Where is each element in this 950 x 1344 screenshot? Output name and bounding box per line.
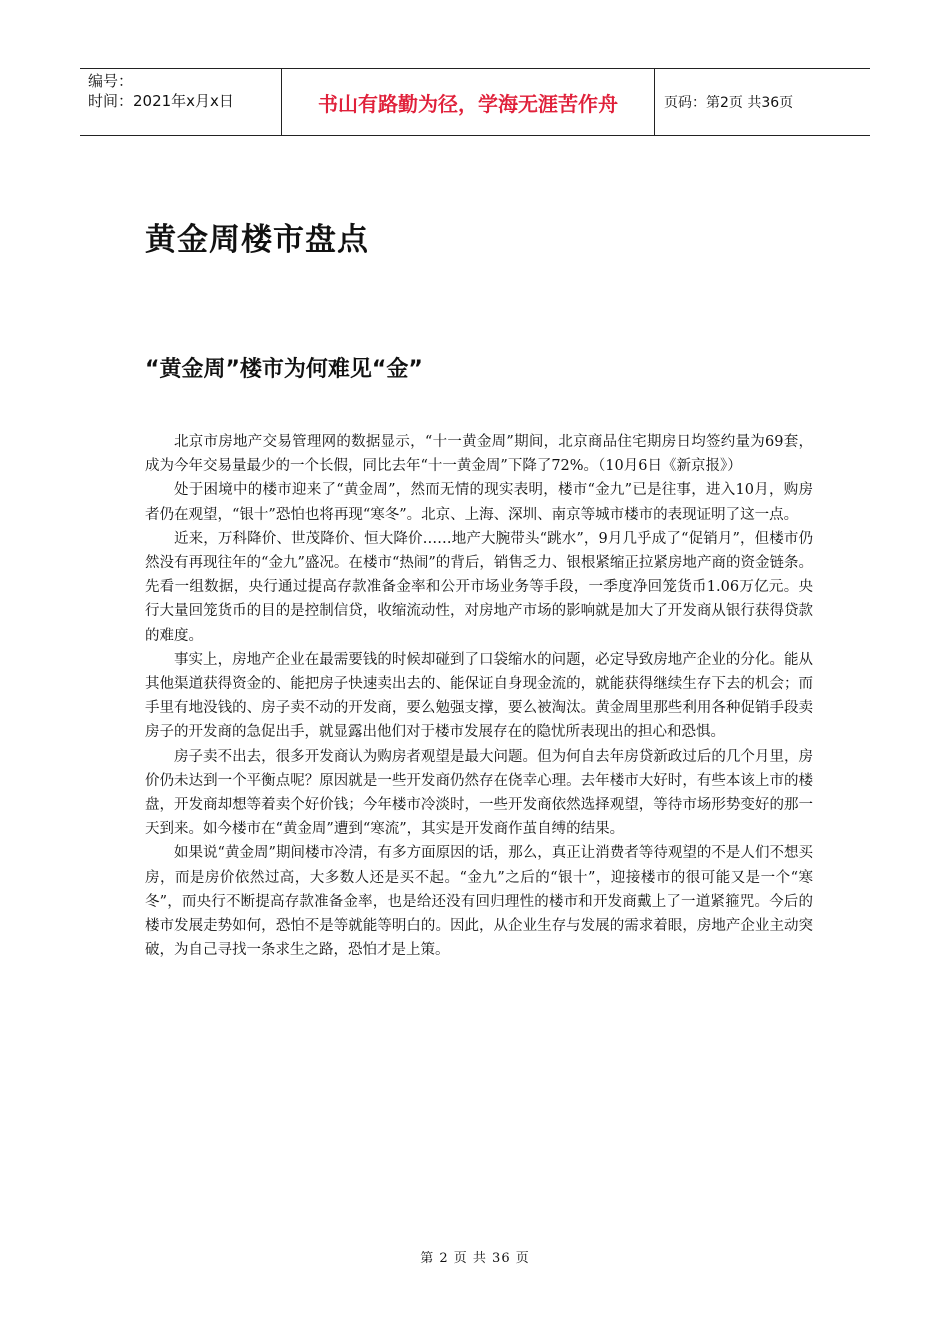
- page-header: [80, 68, 870, 136]
- number-label: 编号：: [88, 72, 134, 90]
- paragraph: 房子卖不出去，很多开发商认为购房者观望是最大问题。但为何自去年房贷新政过后的几个月里，房价仍未达到一个平衡点呢？原因就是一些开发商仍然存在侥幸心理。去年楼市大好时，有些本该上市的楼盘，开发商却想等着卖个好价钱；今年楼市冷淡时，一些开发商依然选择观望，等待市场形势变好的那一天到来。如今楼市在“黄金周”遭到“寒流”，其实是开发商作茧自缚的结果。: [145, 748, 813, 838]
- article-subtitle: “黄金周”楼市为何难见“金”: [145, 357, 423, 382]
- paragraph: 近来，万科降价、世茂降价、恒大降价……地产大腕带头“跳水”，9月几乎成了“促销月”，但楼市仍然没有再现往年的“金九”盛况。在楼市“热闹”的背后，销售乏力、银根紧缩正拉紧房地产商的资金链条。先看一组数据，央行通过提高存款准备金率和公开市场业务等手段，一季度净回笼货币1.06万亿元。央行大量回笼货币的目的是控制信贷，收缩流动性，对房地产市场的影响就是加大了开发商从银行获得贷款的难度。: [145, 530, 813, 644]
- header-meta: [80, 69, 282, 135]
- paragraph: 北京市房地产交易管理网的数据显示，“十一黄金周”期间，北京商品住宅期房日均签约量为69套，成为今年交易量最少的一个长假，同比去年“十一黄金周”下降了72%。（10月6日《新京报》）: [145, 434, 813, 475]
- paragraph: 如果说“黄金周”期间楼市冷清，有多方面原因的话，那么，真正让消费者等待观望的不是人们不想买房，而是房价依然过高，大多数人还是买不起。“金九”之后的“银十”，迎接楼市的很可能又是一个“寒冬”，而央行不断提高存款准备金率，也是给还没有回归理性的楼市和开发商戴上了一道紧箍咒。今后的楼市发展走势如何，恐怕不是等就能等明白的。因此，从企业生存与发展的需求着眼，房地产企业主动突破，为自己寻找一条求生之路，恐怕才是上策。: [145, 845, 813, 959]
- page-title: 黄金周楼市盘点: [145, 222, 369, 258]
- header-motto: 书山有路勤为径，学海无涯苦作舟: [282, 69, 655, 135]
- header-page-info: 页码：第2页 共36页: [664, 95, 794, 111]
- article-body: [145, 430, 813, 962]
- paragraph: 处于困境中的楼市迎来了“黄金周”，然而无情的现实表明，楼市“金九”已是往事，进入10月，购房者仍在观望，“银十”恐怕也将再现“寒冬”。北京、上海、深圳、南京等城市楼市的表现证明了这一点。: [145, 482, 813, 523]
- date-line: 时间：2021年x月x日: [88, 92, 234, 110]
- page-footer: 第 2 页 共 36 页: [420, 1251, 530, 1266]
- paragraph: 事实上，房地产企业在最需要钱的时候却碰到了口袋缩水的问题，必定导致房地产企业的分化。能从其他渠道获得资金的、能把房子快速卖出去的、能保证自身现金流的，就能获得继续生存下去的机会；而手里有地没钱的、房子卖不动的开发商，要么勉强支撑，要么被淘汰。黄金周里那些利用各种促销手段卖房子的开发商的急促出手，就显露出他们对于楼市发展存在的隐忧所表现出的担心和恐惧。: [145, 651, 813, 741]
